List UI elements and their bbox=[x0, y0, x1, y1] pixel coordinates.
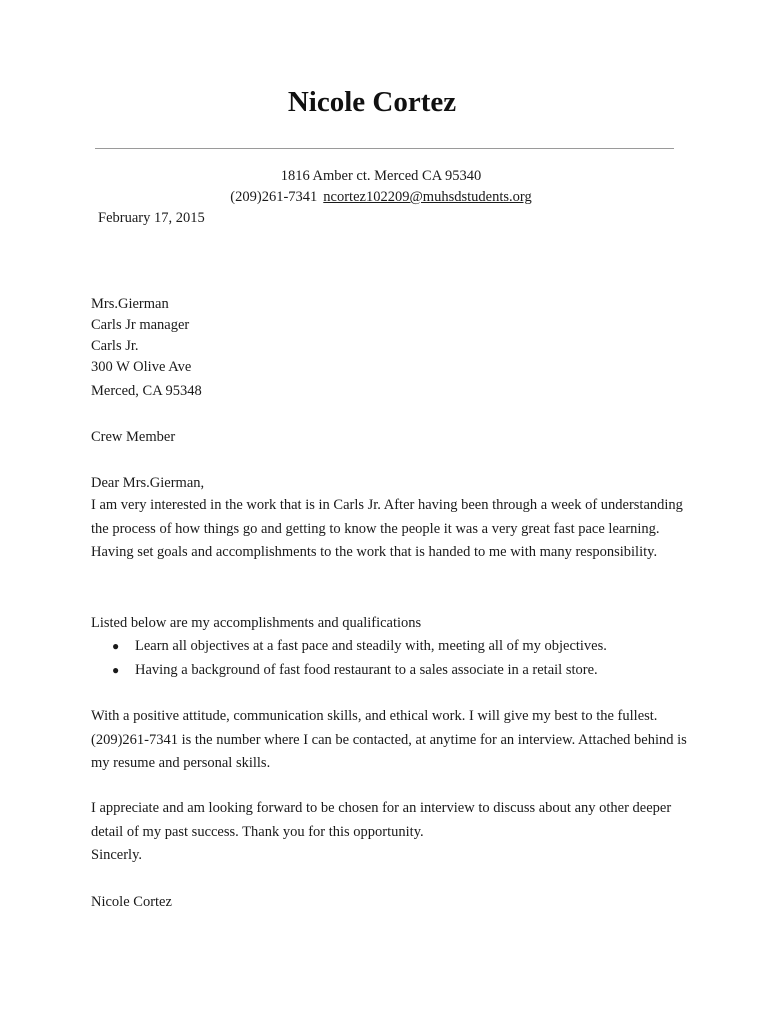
position-line: Crew Member bbox=[91, 429, 176, 445]
salutation: Dear Mrs.Gierman, bbox=[91, 475, 205, 491]
sender-email-link[interactable]: ncortez102209@muhsdstudents.org bbox=[323, 189, 532, 205]
recipient-title: Carls Jr manager bbox=[91, 317, 190, 333]
sender-address: 1816 Amber ct. Merced CA 95340 bbox=[280, 168, 482, 184]
sender-phone: (209)261-7341 bbox=[230, 189, 318, 205]
closing: Sincerly. bbox=[91, 847, 143, 863]
list-item-text: Having a background of fast food restaurant to a sales associate in a retail store. bbox=[135, 662, 598, 678]
sender-name-heading: Nicole Cortez bbox=[287, 86, 457, 118]
list-item bbox=[110, 634, 607, 658]
list-intro: Listed below are my accomplishments and qualifications bbox=[91, 615, 422, 631]
list-item-text: Learn all objectives at a fast pace and steadily with, meeting all of my objectives. bbox=[135, 638, 607, 654]
sender-contact-line bbox=[0, 187, 762, 207]
bullet-icon: ● bbox=[112, 639, 120, 653]
recipient-city: Merced, CA 95348 bbox=[91, 383, 202, 399]
body-paragraph-1: I am very interested in the work that is in Carls Jr. After having been through a week of understanding the process of how things go and getting to know the people it was a very great fast pace learning. Having set goals and accomplishments to the work that is handed to me with many responsibility. bbox=[91, 497, 683, 560]
header-divider bbox=[95, 148, 674, 149]
recipient-company: Carls Jr. bbox=[91, 338, 139, 354]
letter-date: February 17, 2015 bbox=[98, 210, 205, 226]
qualifications-list bbox=[110, 634, 607, 682]
recipient-street: 300 W Olive Ave bbox=[91, 359, 192, 375]
recipient-name: Mrs.Gierman bbox=[91, 296, 169, 312]
body-paragraph-2: With a positive attitude, communication skills, and ethical work. I will give my best to the fullest. (209)261-7341 is the number where I can be contacted, at anytime for an interview. Attached behind is my resume and personal skills. bbox=[91, 708, 687, 771]
body-paragraph-3 bbox=[91, 797, 691, 868]
signature-name: Nicole Cortez bbox=[91, 894, 172, 910]
bullet-icon: ● bbox=[112, 663, 120, 677]
body-paragraph-3-text: I appreciate and am looking forward to be chosen for an interview to discuss about any other deeper detail of my past success. Thank you for this opportunity. bbox=[91, 800, 672, 840]
list-item bbox=[110, 658, 607, 682]
